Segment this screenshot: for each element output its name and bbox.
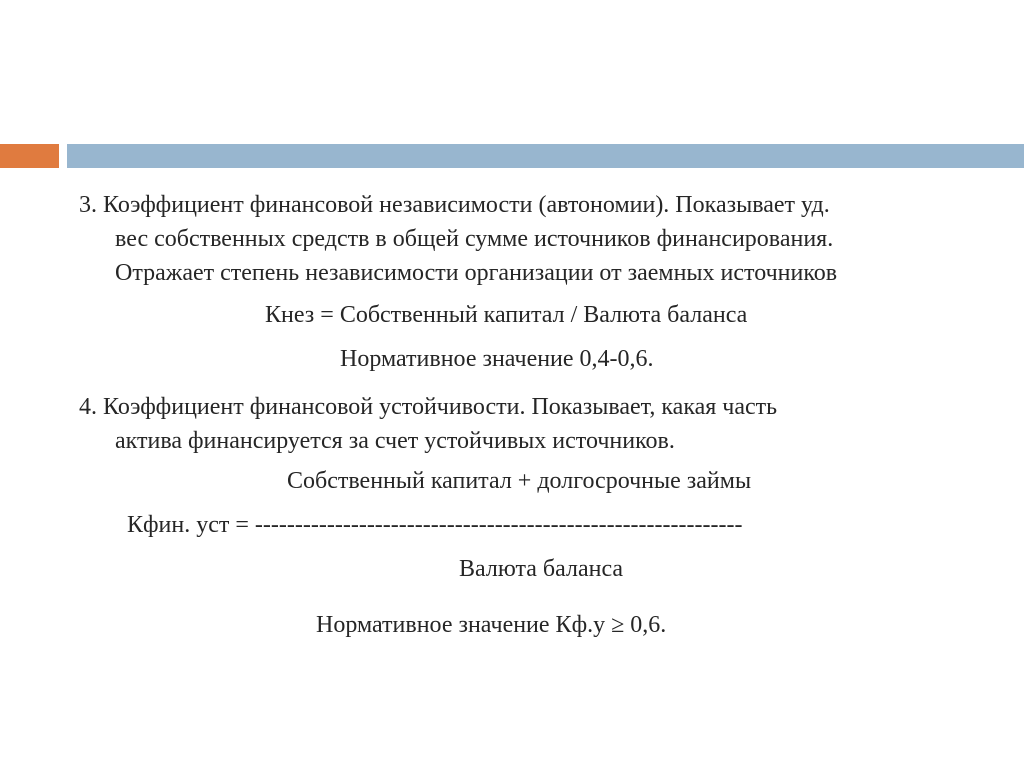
header-accent-blue [67,144,1024,168]
item3-line3: Отражает степень независимости организации от заемных источников [115,260,838,286]
item3-line2: вес собственных средств в общей сумме источников финансирования. [115,226,834,252]
item4-fraction-line: Кфин. уст = ------------------------------------------------------------- [127,512,743,538]
item4-line1: 4. Коэффициент финансовой устойчивости. Показывает, какая часть [79,394,778,420]
item3-formula: Кнез = Собственный капитал / Валюта баланса [265,302,748,328]
header-accent-orange [0,144,59,168]
item4-denominator: Валюта баланса [459,556,624,582]
item4-line2: актива финансируется за счет устойчивых источников. [115,428,675,454]
item3-norm: Нормативное значение 0,4-0,6. [340,346,654,372]
item3-line1: 3. Коэффициент финансовой независимости (автономии). Показывает уд. [79,192,830,218]
item4-norm: Нормативное значение Кф.у ≥ 0,6. [316,612,667,638]
item4-numerator: Собственный капитал + долгосрочные займы [287,468,752,494]
